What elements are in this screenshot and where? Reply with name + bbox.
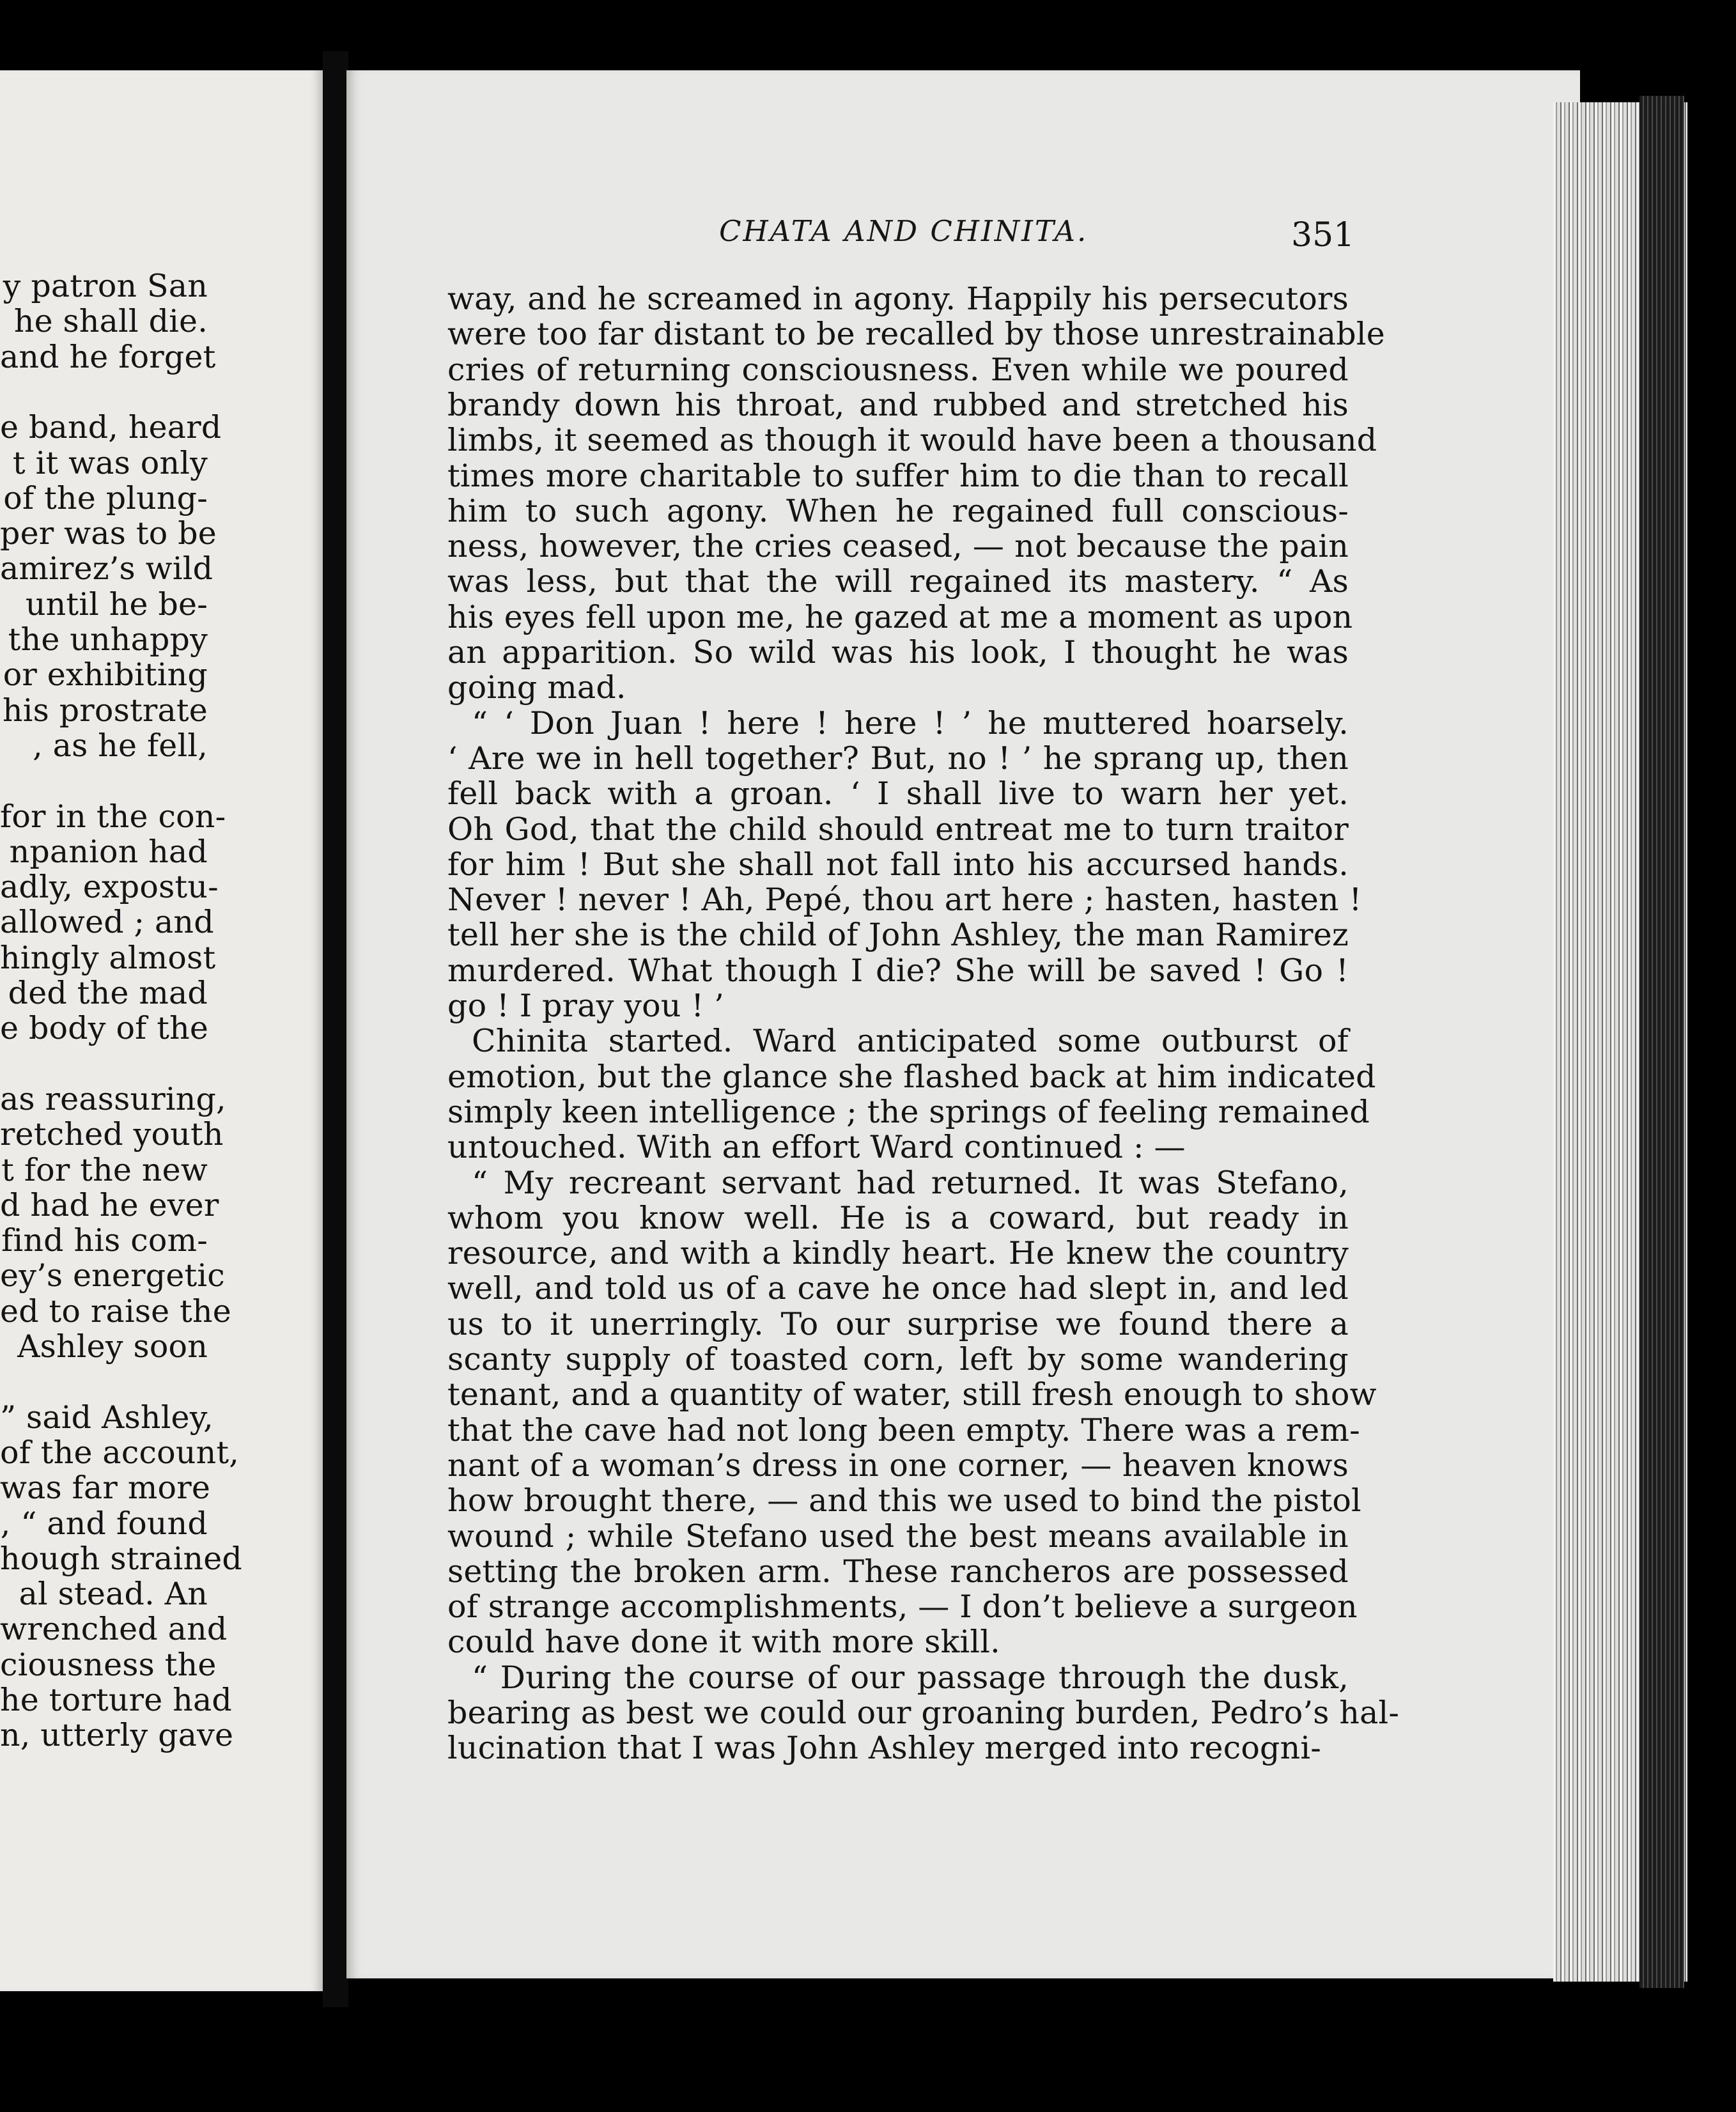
- text-line: resource, and with a kindly heart. He knew the country: [447, 1235, 1349, 1272]
- text-line: fell back with a groan. ‘ I shall live to warn her yet.: [447, 775, 1349, 812]
- text-line: npanion had: [9, 833, 208, 870]
- text-line: scanty supply of toasted corn, left by some wandering: [447, 1341, 1349, 1378]
- text-line: murdered. What though I die? She will be saved ! Go !: [447, 952, 1349, 989]
- text-line: bearing as best we could our groaning burden, Pedro’s hal-: [447, 1695, 1400, 1731]
- text-line: of the account,: [0, 1434, 240, 1471]
- text-line: Never ! never ! Ah, Pepé, thou art here ; hasten, hasten !: [447, 881, 1362, 919]
- text-line: Ashley soon: [17, 1328, 208, 1365]
- text-line: e band, heard: [0, 409, 222, 446]
- text-line: Chinita started. Ward anticipated some outburst of: [472, 1023, 1349, 1060]
- text-line: n, utterly gave: [0, 1717, 234, 1754]
- text-line: an apparition. So wild was his look, I thought he was: [447, 634, 1349, 671]
- text-line: find his com-: [1, 1222, 208, 1259]
- text-line: he torture had: [0, 1682, 232, 1718]
- text-line: “ ‘ Don Juan ! here ! here ! ’ he muttered hoarsely.: [472, 704, 1349, 742]
- text-line: ness, however, the cries ceased, — not because the pain: [447, 528, 1349, 565]
- text-line: and he forget: [0, 338, 216, 375]
- text-line: tenant, and a quantity of water, still fresh enough to show: [447, 1376, 1377, 1413]
- text-line: way, and he screamed in agony. Happily his persecutors: [447, 281, 1349, 317]
- text-line: amirez’s wild: [0, 550, 213, 587]
- text-line: us to it unerringly. To our surprise we found there a: [447, 1305, 1349, 1342]
- text-line: hough strained: [0, 1540, 242, 1577]
- text-line: he shall die.: [13, 303, 208, 340]
- text-line: al stead. An: [19, 1576, 208, 1613]
- text-line: of the plung-: [3, 479, 208, 516]
- text-line: Oh God, that the child should entreat me to turn traitor: [447, 811, 1349, 848]
- text-line: emotion, but the glance she flashed back at him indicated: [447, 1058, 1376, 1095]
- text-line: ” said Ashley,: [0, 1399, 213, 1436]
- text-line: was less, but that the will regained its mastery. “ As: [447, 563, 1349, 600]
- text-line: ded the mad: [8, 975, 208, 1011]
- text-line: , “ and found: [0, 1505, 208, 1542]
- text-line: his eyes fell upon me, he gazed at me a moment as upon: [447, 598, 1353, 635]
- text-line: lucination that I was John Ashley merged into recogni-: [447, 1730, 1322, 1767]
- text-line: until he be-: [25, 586, 208, 623]
- text-line: him to such agony. When he regained full conscious-: [447, 492, 1349, 529]
- text-line: nant of a woman’s dress in one corner, — heaven knows: [447, 1447, 1349, 1484]
- text-line: per was to be: [0, 515, 217, 552]
- text-line: whom you know well. He is a coward, but ready in: [447, 1199, 1349, 1236]
- text-line: ‘ Are we in hell together? But, no ! ’ he sprang up, then: [447, 740, 1349, 777]
- text-line: of strange accomplishments, — I don’t believe a surgeon: [447, 1588, 1358, 1626]
- text-line: d had he ever: [0, 1186, 219, 1223]
- text-line: was far more: [0, 1470, 211, 1507]
- text-line: “ During the course of our passage through the dusk,: [472, 1659, 1349, 1696]
- text-line: the unhappy: [8, 621, 208, 658]
- text-line: were too far distant to be recalled by those unrestrainable: [447, 316, 1385, 353]
- text-line: setting the broken arm. These rancheros are possessed: [447, 1553, 1349, 1590]
- text-line: t for the new: [1, 1151, 208, 1188]
- text-line: ed to raise the: [0, 1293, 231, 1330]
- text-line: “ My recreant servant had returned. It was Stefano,: [472, 1164, 1349, 1201]
- running-title: CHATA AND CHINITA.: [719, 214, 1089, 248]
- text-line: hingly almost: [0, 939, 216, 976]
- book-gutter: [323, 51, 348, 2007]
- text-line: allowed ; and: [0, 904, 214, 941]
- text-line: go ! I pray you ! ’: [447, 988, 724, 1024]
- text-line: wound ; while Stefano used the best means available in: [447, 1518, 1349, 1555]
- text-line: adly, expostu-: [0, 869, 219, 906]
- text-line: for him ! But she shall not fall into his accursed hands.: [447, 846, 1349, 883]
- text-line: tell her she is the child of John Ashley, the man Ramirez: [447, 917, 1349, 954]
- text-line: or exhibiting: [3, 656, 208, 694]
- text-line: e body of the: [0, 1010, 209, 1047]
- text-line: t it was only: [12, 444, 208, 481]
- text-line: simply keen intelligence ; the springs of feeling remained: [447, 1093, 1370, 1130]
- text-line: times more charitable to suffer him to die than to recall: [447, 457, 1349, 494]
- book-cover-edge: [1639, 96, 1684, 1988]
- text-line: for in the con-: [0, 798, 226, 835]
- text-line: could have done it with more skill.: [447, 1624, 1000, 1661]
- text-line: retched youth: [0, 1116, 224, 1153]
- text-line: as reassuring,: [0, 1080, 226, 1117]
- text-line: cries of returning consciousness. Even while we poured: [447, 351, 1349, 388]
- page-number: 351: [1291, 216, 1355, 254]
- text-line: how brought there, — and this we used to bind the pistol: [447, 1482, 1361, 1519]
- text-line: his prostrate: [2, 692, 208, 729]
- text-line: going mad.: [447, 669, 626, 706]
- text-line: ciousness the: [0, 1646, 217, 1683]
- text-line: that the cave had not long been empty. There was a rem-: [447, 1411, 1360, 1448]
- text-line: well, and told us of a cave he once had slept in, and led: [447, 1270, 1349, 1307]
- text-line: ey’s energetic: [0, 1257, 225, 1294]
- text-line: y patron San: [3, 268, 208, 304]
- text-line: , as he fell,: [33, 727, 208, 764]
- text-line: wrenched and: [0, 1611, 228, 1648]
- text-line: untouched. With an effort Ward continued : —: [447, 1129, 1186, 1166]
- left-page: [0, 70, 323, 1991]
- text-line: brandy down his throat, and rubbed and stretched his: [447, 386, 1349, 423]
- text-line: limbs, it seemed as though it would have been a thousand: [447, 422, 1377, 459]
